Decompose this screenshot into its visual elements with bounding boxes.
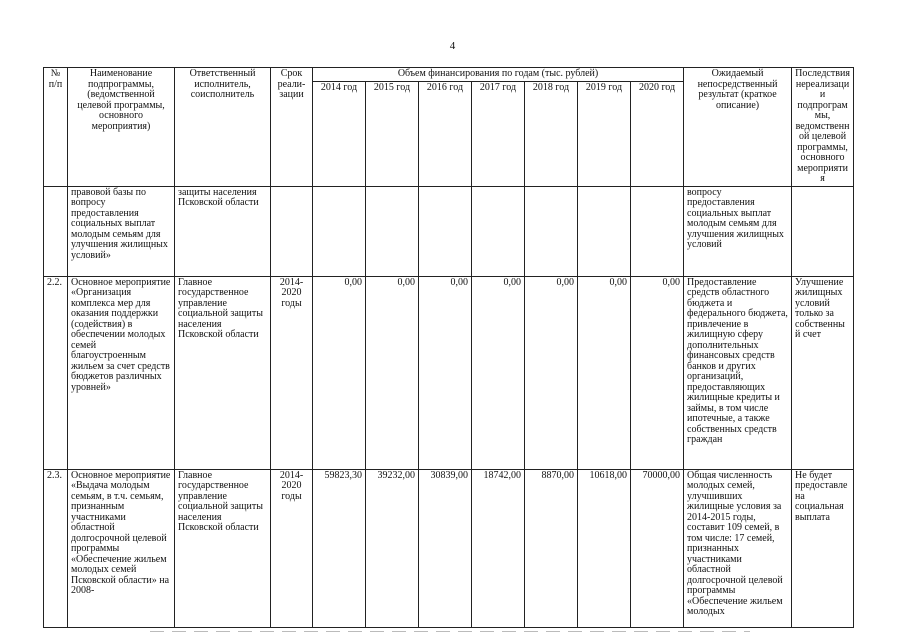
row-num: 2.2. (44, 276, 68, 469)
row-result: Предоставление средств областного бюджета и федерального бюджета, привлечение в жилищную сферу дополнительных финансовых средств банков и других организаций, предоставляющих жилищные кредиты и займы, в том числе ипотечные, а также собственных средств граждан (684, 276, 792, 469)
row-value (578, 186, 631, 276)
header-year: 2019 год (578, 81, 631, 186)
row-num: 2.3. (44, 469, 68, 627)
row-consequences (792, 186, 854, 276)
row-responsible: Главное государственное управление социальной защиты населения Псковской области (175, 276, 271, 469)
row-value: 0,00 (419, 276, 472, 469)
row-value: 18742,00 (472, 469, 525, 627)
header-consequences: Последствия нереализации подпрограммы, ведомственной целевой программы, основного мероприятия (792, 68, 854, 187)
row-name: правовой базы по вопросу предоставления социальных выплат молодым семьям для улучшения жилищных условий» (68, 186, 175, 276)
row-value: 0,00 (525, 276, 578, 469)
row-value: 59823,30 (313, 469, 366, 627)
header-term: Срок реали-зации (271, 68, 313, 187)
row-result: вопросу предоставления социальных выплат молодым семьям для улучшения жилищных условий (684, 186, 792, 276)
header-result: Ожидаемый непосредственный результат (краткое описание) (684, 68, 792, 187)
row-value (472, 186, 525, 276)
row-value (631, 186, 684, 276)
row-num (44, 186, 68, 276)
row-value (419, 186, 472, 276)
row-term: 2014-2020 годы (271, 469, 313, 627)
header-name: Наименование подпрограммы, (ведомственной целевой программы, основного мероприятия) (68, 68, 175, 187)
header-funding: Объем финансирования по годам (тыс. рублей) (313, 68, 684, 82)
financing-table (43, 67, 854, 628)
page-number: 4 (449, 40, 456, 52)
row-value: 70000,00 (631, 469, 684, 627)
row-name: Основное мероприятие «Выдача молодым семьям, в т.ч. семьям, признанным участниками областной долгосрочной целевой программы «Обеспечение жильем молодых семей Псковской области» на 2008- (68, 469, 175, 627)
row-value: 0,00 (578, 276, 631, 469)
scan-artifact-line (150, 631, 750, 632)
row-responsible: Главное государственное управление социальной защиты населения Псковской области (175, 469, 271, 627)
table-row (44, 469, 854, 627)
header-year: 2014 год (313, 81, 366, 186)
header-year: 2015 год (366, 81, 419, 186)
row-value (525, 186, 578, 276)
row-value: 10618,00 (578, 469, 631, 627)
header-row-1 (44, 68, 854, 82)
row-consequences: Не будет предоставлена социальная выплата (792, 469, 854, 627)
header-year: 2018 год (525, 81, 578, 186)
row-term (271, 186, 313, 276)
row-value (366, 186, 419, 276)
row-consequences: Улучшение жилищных условий только за собственный счет (792, 276, 854, 469)
row-value: 0,00 (366, 276, 419, 469)
header-responsible: Ответственный исполнитель, соисполнитель (175, 68, 271, 187)
row-value: 39232,00 (366, 469, 419, 627)
row-name: Основное мероприятие «Организация комплекса мер для оказания поддержки (содействия) в обеспечении молодых семей благоустроенным жильем за счет средств бюджетов различных уровней» (68, 276, 175, 469)
row-value (313, 186, 366, 276)
table-row (44, 276, 854, 469)
row-result: Общая численность молодых семей, улучшивших жилищные условия за 2014-2015 годы, составит 109 семей, в том числе: 17 семей, признанных участниками областной долгосрочной целевой программы «Обеспечение жильем молодых (684, 469, 792, 627)
header-year: 2020 год (631, 81, 684, 186)
header-year: 2016 год (419, 81, 472, 186)
row-value: 0,00 (631, 276, 684, 469)
row-value: 8870,00 (525, 469, 578, 627)
table-row (44, 186, 854, 276)
row-term: 2014-2020 годы (271, 276, 313, 469)
row-value: 0,00 (313, 276, 366, 469)
header-num: № п/п (44, 68, 68, 187)
row-value: 30839,00 (419, 469, 472, 627)
row-responsible: защиты населения Псковской области (175, 186, 271, 276)
row-value: 0,00 (472, 276, 525, 469)
header-year: 2017 год (472, 81, 525, 186)
